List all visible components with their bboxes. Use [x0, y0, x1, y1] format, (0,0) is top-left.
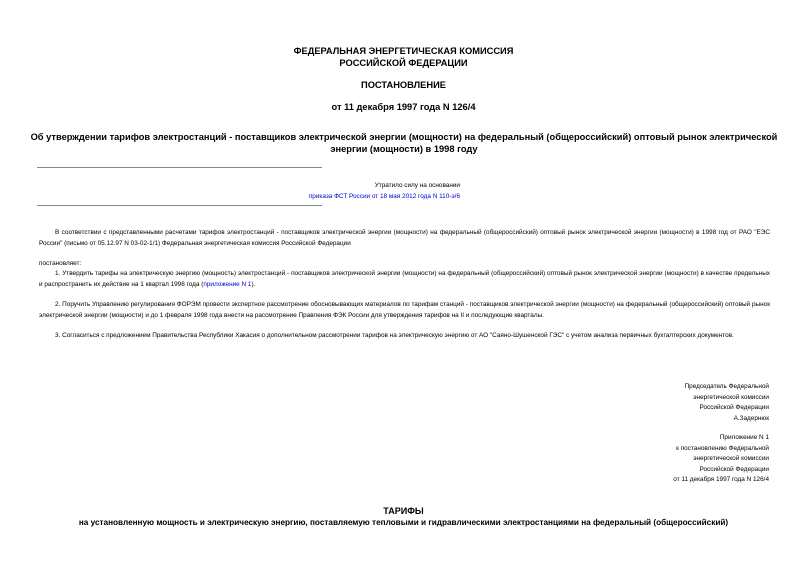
appendix-line3: энергетической комиссии [693, 455, 769, 462]
appendix-1-link[interactable]: приложение N 1 [203, 281, 252, 288]
document-date: от 11 декабря 1997 года N 126/4 [331, 102, 476, 112]
item-1 [39, 268, 770, 290]
commission-name-line1: ФЕДЕРАЛЬНАЯ ЭНЕРГЕТИЧЕСКАЯ КОМИССИЯ [293, 46, 514, 56]
separator-bottom [37, 205, 322, 206]
signature-line2: энергетической комиссии [693, 393, 769, 401]
appendix-line2: к постановлению Федеральной [676, 444, 769, 452]
document-subject-line1: Об утверждении тарифов электростанций - поставщиков электрической энергии (мощности) на федеральный (общероссийский) оптовый рынок электрической [30, 132, 778, 142]
decrees-word: постановляет: [39, 260, 82, 267]
repeal-link[interactable]: приказа ФСТ России от 18 мая 2012 года N 110-э/6 [308, 193, 460, 200]
item-3: 3. Согласиться с предложением Правительства Республики Хакасия о дополнительном рассмотрении тарифов на электрическую энергию от АО "Саяно-Шушенской ГЭС" с учетом анализа первичных бухгалтерских документов. [55, 332, 734, 339]
item-1-text: 1. Утвердить тарифы на электрическую энергию (мощность) электростанций - поставщиков электрической энергии (мощности) на федеральный (общероссийский) оптовый рынок электрической энергии (мощности) в качестве предельных и распространить их действие на 1 квартал 1998 года ( [39, 270, 770, 288]
document-type: ПОСТАНОВЛЕНИЕ [361, 80, 446, 90]
intro-paragraph: В соответствии с представленными расчетами тарифов электростанций - поставщиков электрической энергии (мощности) на федеральный (общероссийский) оптовый рынок электрической энергии (мощности) в 1998 год от РАО "ЕЭС России" (письмо от 05.12.97 N 03-02-1/1) Федеральная энергетическая комиссия Российской Федерации [39, 229, 770, 247]
tariffs-title: ТАРИФЫ [383, 506, 424, 516]
signature-block [609, 382, 769, 424]
document-subject-line2: энергии (мощности) в 1998 году [330, 144, 478, 154]
commission-name-line2: РОССИЙСКОЙ ФЕДЕРАЦИИ [339, 58, 468, 68]
appendix-line1: Приложение N 1 [719, 434, 769, 441]
separator-top [37, 167, 322, 168]
appendix-header [609, 433, 769, 486]
appendix-line4: Российской Федерации [699, 465, 769, 473]
repeal-note: Утратило силу на основании [374, 182, 460, 189]
item-2: 2. Поручить Управлению регулирования ФОРЭМ провести экспертное рассмотрение обосновывающих материалов по тарифам станций - поставщиков электрической энергии (мощности) на федеральный (общероссийский) оптовый рынок электрической энергии (мощности) и до 1 февраля 1998 года внести на рассмотрение Правления ФЭК России для утверждения тарифов на II и последующие кварталы. [39, 301, 770, 319]
signature-name: А.Задернюк [733, 414, 769, 422]
signature-line1: Председатель Федеральной [684, 383, 769, 390]
appendix-line5: от 11 декабря 1997 года N 126/4 [673, 476, 769, 483]
tariffs-subtitle: на установленную мощность и электрическую энергию, поставляемую тепловыми и гидравлическими электростанциями на федеральный (общероссийский) [78, 518, 729, 527]
signature-line3: Российской Федерации [699, 404, 769, 411]
item-1-end: ). [251, 281, 256, 288]
